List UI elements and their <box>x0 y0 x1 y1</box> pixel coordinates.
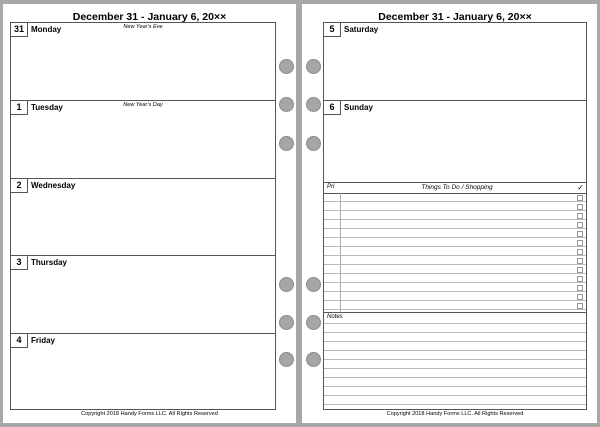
checkmark-icon: ✓ <box>577 183 584 192</box>
todo-checkbox[interactable] <box>577 267 583 273</box>
day-name: Tuesday <box>31 103 63 112</box>
todo-checkbox[interactable] <box>577 249 583 255</box>
todo-checkbox[interactable] <box>577 204 583 210</box>
todo-row[interactable] <box>324 193 586 202</box>
binder-hole-icon <box>279 315 294 330</box>
notes-area[interactable] <box>324 313 586 409</box>
day-name: Saturday <box>344 25 379 34</box>
note-ruled-line <box>324 359 586 360</box>
day-number: 3 <box>11 256 28 270</box>
left-day-grid <box>10 22 276 410</box>
todo-row[interactable] <box>324 247 586 256</box>
day-name: Friday <box>31 336 56 345</box>
todo-row[interactable] <box>324 301 586 310</box>
week-header-right: December 31 - January 6, 20×× <box>378 11 532 23</box>
note-ruled-line <box>324 404 586 405</box>
todo-checkbox[interactable] <box>577 294 583 300</box>
copyright-right: Copyright 2018 Handy Forms LLC. All Rights Reserved <box>386 411 524 417</box>
todo-checkbox[interactable] <box>577 195 583 201</box>
day-box-monday[interactable] <box>11 23 275 101</box>
day-name: Sunday <box>344 103 373 112</box>
todo-checkbox[interactable] <box>577 303 583 309</box>
note-ruled-line <box>324 350 586 351</box>
day-number: 1 <box>11 101 28 115</box>
todo-row[interactable] <box>324 256 586 265</box>
binder-hole-icon <box>306 315 321 330</box>
priority-column-label: Pri <box>327 184 335 190</box>
day-name: Thursday <box>31 258 68 267</box>
day-number: 5 <box>324 23 341 37</box>
note-ruled-line <box>324 341 586 342</box>
binder-hole-icon <box>306 59 321 74</box>
note-ruled-line <box>324 332 586 333</box>
day-name: Monday <box>31 25 62 34</box>
notes-label: Notes <box>327 314 343 320</box>
day-number: 31 <box>11 23 28 37</box>
todo-list <box>324 183 586 313</box>
todo-row[interactable] <box>324 274 586 283</box>
todo-row[interactable] <box>324 202 586 211</box>
todo-checkbox[interactable] <box>577 231 583 237</box>
todo-row[interactable] <box>324 292 586 301</box>
binder-hole-icon <box>279 97 294 112</box>
todo-row[interactable] <box>324 220 586 229</box>
day-box-sunday[interactable] <box>324 101 586 183</box>
holiday-label: New Year's Day <box>123 102 163 108</box>
note-ruled-line <box>324 395 586 396</box>
binder-hole-icon <box>306 277 321 292</box>
todo-checkbox[interactable] <box>577 213 583 219</box>
week-header-left: December 31 - January 6, 20×× <box>72 11 227 23</box>
binder-hole-icon <box>279 277 294 292</box>
todo-row[interactable] <box>324 283 586 292</box>
todo-checkbox[interactable] <box>577 240 583 246</box>
todo-checkbox[interactable] <box>577 222 583 228</box>
binder-hole-icon <box>306 136 321 151</box>
right-day-grid <box>323 22 587 410</box>
todo-checkbox[interactable] <box>577 258 583 264</box>
note-ruled-line <box>324 323 586 324</box>
todo-row[interactable] <box>324 229 586 238</box>
todo-checkbox[interactable] <box>577 276 583 282</box>
note-ruled-line <box>324 377 586 378</box>
left-page <box>3 4 296 423</box>
todo-title: Things To Do / Shopping <box>421 184 493 191</box>
day-number: 4 <box>11 334 28 348</box>
day-box-thursday[interactable] <box>11 256 275 334</box>
day-box-friday[interactable] <box>11 334 275 409</box>
note-ruled-line <box>324 368 586 369</box>
binder-hole-icon <box>279 59 294 74</box>
todo-row[interactable] <box>324 265 586 274</box>
day-name: Wednesday <box>31 181 76 190</box>
binder-hole-icon <box>279 136 294 151</box>
binder-hole-icon <box>306 352 321 367</box>
right-page <box>302 4 597 423</box>
binder-hole-icon <box>279 352 294 367</box>
day-box-wednesday[interactable] <box>11 179 275 256</box>
day-number: 6 <box>324 101 341 115</box>
todo-row[interactable] <box>324 238 586 247</box>
todo-row[interactable] <box>324 211 586 220</box>
day-number: 2 <box>11 179 28 193</box>
holiday-label: New Year's Eve <box>123 24 163 30</box>
copyright-left: Copyright 2018 Handy Forms LLC. All Rights Reserved <box>81 411 218 417</box>
day-box-saturday[interactable] <box>324 23 586 101</box>
binder-hole-icon <box>306 97 321 112</box>
day-box-tuesday[interactable] <box>11 101 275 179</box>
note-ruled-line <box>324 386 586 387</box>
todo-checkbox[interactable] <box>577 285 583 291</box>
